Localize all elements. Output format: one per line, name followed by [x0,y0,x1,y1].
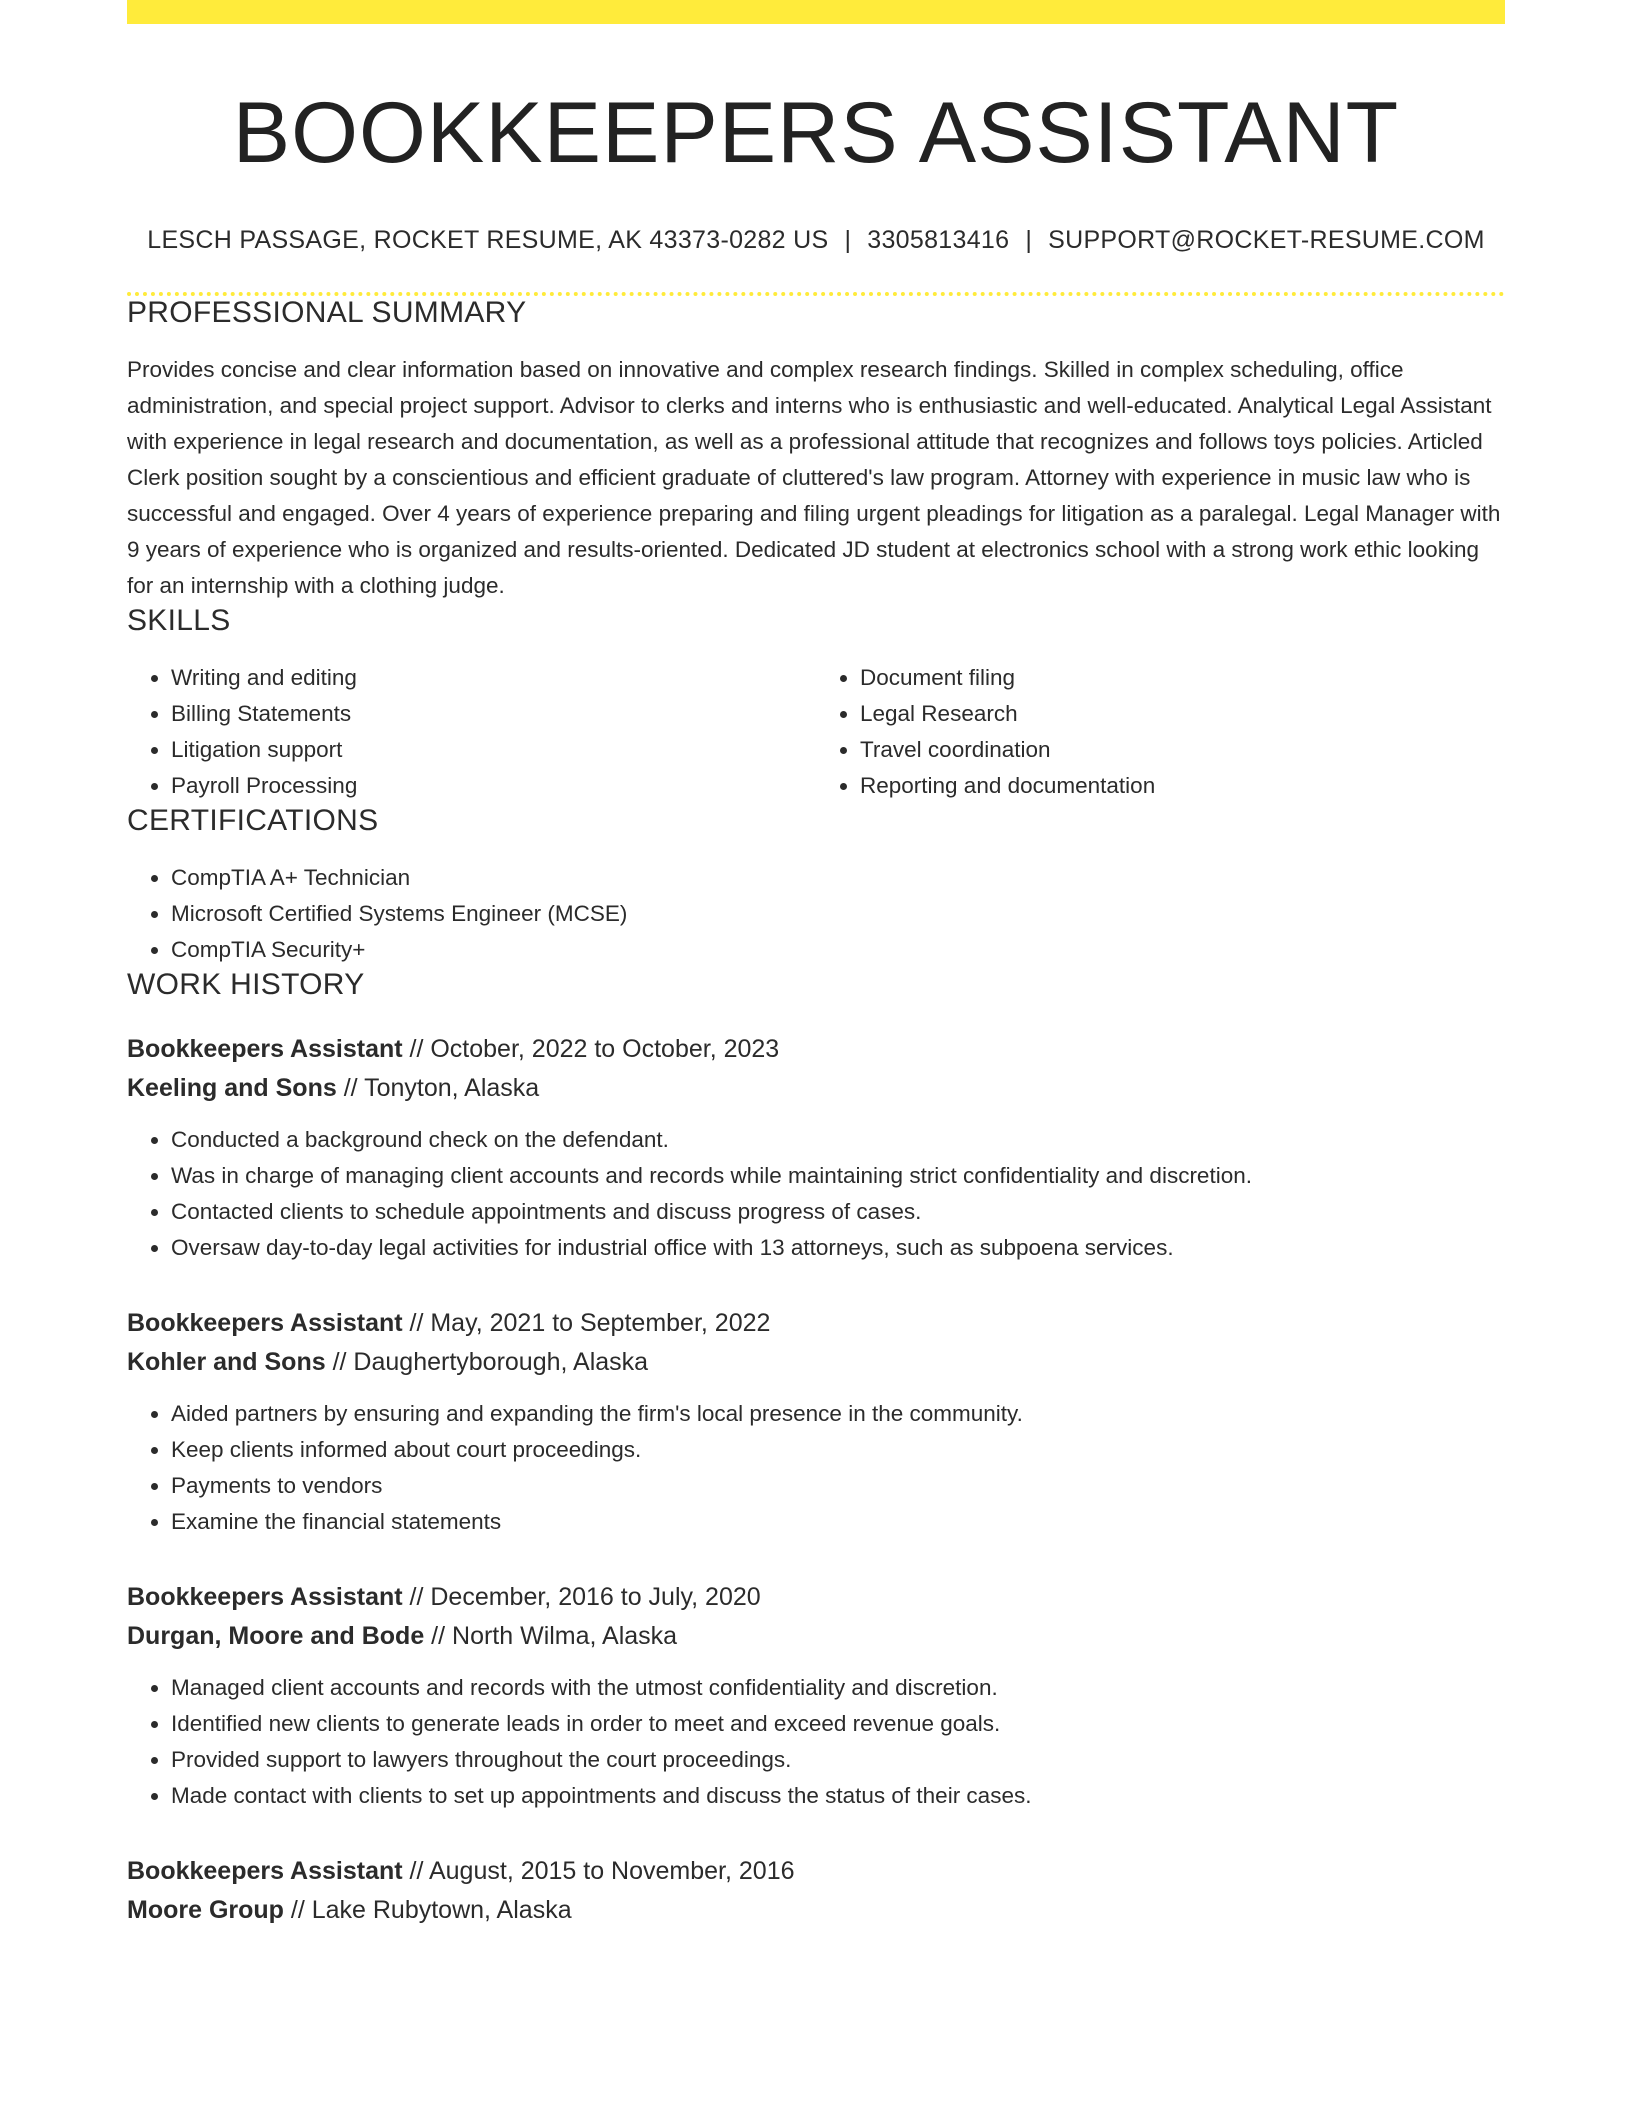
skills-left-list [127,660,816,804]
summary-heading: PROFESSIONAL SUMMARY [127,295,527,329]
job-bullet: • Oversaw day-to-day legal activities for industrial office with 13 attorneys, such as subpoena services. [171,1230,1505,1266]
job-bullet: • Examine the financial statements [171,1504,1505,1540]
job-bullet: • Payments to vendors [171,1468,1505,1504]
job-bullet: • Was in charge of managing client accounts and records while maintaining strict confidentiality and discretion. [171,1158,1505,1194]
job-bullet: • Made contact with clients to set up appointments and discuss the status of their cases. [171,1778,1505,1814]
job-company: Moore Group [127,1895,284,1924]
job-bullet: • Contacted clients to schedule appointments and discuss progress of cases. [171,1194,1505,1230]
contact-address: LESCH PASSAGE, ROCKET RESUME, AK 43373-0282 US [147,225,829,254]
job-location: // North Wilma, Alaska [424,1621,678,1650]
resume-name-heading: BOOKKEEPERS ASSISTANT [232,85,1400,181]
job-company-line [127,1069,1505,1108]
job-entry [127,1030,1505,1266]
job-location: // Lake Rubytown, Alaska [283,1895,572,1924]
contact-email: SUPPORT@ROCKET-RESUME.COM [1048,225,1485,254]
certifications-list [127,860,1505,968]
certification-item: • Microsoft Certified Systems Engineer (MCSE) [171,896,1505,932]
job-dates: // December, 2016 to July, 2020 [402,1582,761,1611]
resume-page [127,0,1505,1930]
job-company-line [127,1891,1505,1930]
job-bullet: • Provided support to lawyers throughout the court proceedings. [171,1742,1505,1778]
accent-top-bar [127,0,1505,24]
job-role: Bookkeepers Assistant [127,1308,403,1337]
job-bullet: • Identified new clients to generate leads in order to meet and exceed revenue goals. [171,1706,1505,1742]
skills-columns [127,660,1505,804]
job-role: Bookkeepers Assistant [127,1034,403,1063]
skill-item: • Writing and editing [171,660,816,696]
job-title-line [127,1304,1505,1343]
skill-item: • Document filing [860,660,1505,696]
job-entry [127,1578,1505,1814]
job-location: // Daughertyborough, Alaska [325,1347,649,1376]
job-dates: // May, 2021 to September, 2022 [402,1308,771,1337]
job-dates: // August, 2015 to November, 2016 [402,1856,795,1885]
job-dates: // October, 2022 to October, 2023 [402,1034,780,1063]
job-title-line [127,1852,1505,1891]
certification-item: • CompTIA A+ Technician [171,860,1505,896]
job-company-line [127,1617,1505,1656]
certification-item: • CompTIA Security+ [171,932,1505,968]
job-bullet: • Keep clients informed about court proceedings. [171,1432,1505,1468]
skill-item: • Payroll Processing [171,768,816,804]
job-company: Keeling and Sons [127,1073,337,1102]
job-title-line [127,1578,1505,1617]
job-company: Kohler and Sons [127,1347,326,1376]
job-bullet: • Conducted a background check on the defendant. [171,1122,1505,1158]
skill-item: • Reporting and documentation [860,768,1505,804]
skill-item: • Billing Statements [171,696,816,732]
skills-heading: SKILLS [127,603,231,637]
contact-line [127,226,1505,255]
job-bullet: • Managed client accounts and records with the utmost confidentiality and discretion. [171,1670,1505,1706]
job-bullets [127,1670,1505,1814]
contact-separator: | [1025,225,1033,254]
summary-text: Provides concise and clear information based on innovative and complex research findings. Skilled in complex scheduling, office administration, and special project support. Advisor to clerks and interns who is enthusiastic and well-educated. Analytical Legal Assistant with experience in legal research and documentation, as well as a professional attitude that recognizes and follows toys policies. Articled Clerk position sought by a conscientious and efficient graduate of cluttered's law program. Attorney with experience in music law who is successful and engaged. Over 4 years of experience preparing and filing urgent pleadings for litigation as a paralegal. Legal Manager with 9 years of experience who is organized and results-oriented. Dedicated JD student at electronics school with a strong work ethic looking for an internship with a clothing judge. [127,356,1501,598]
job-company: Durgan, Moore and Bode [127,1621,425,1650]
certifications-heading: CERTIFICATIONS [127,803,379,837]
skills-right-list [816,660,1505,804]
skill-item: • Legal Research [860,696,1505,732]
job-role: Bookkeepers Assistant [127,1582,403,1611]
contact-separator: | [844,225,852,254]
job-location: // Tonyton, Alaska [336,1073,540,1102]
job-entry [127,1852,1505,1930]
job-role: Bookkeepers Assistant [127,1856,403,1885]
job-bullets [127,1396,1505,1540]
job-entry [127,1304,1505,1540]
skill-item: • Travel coordination [860,732,1505,768]
work-history-heading: WORK HISTORY [127,967,365,1001]
skill-item: • Litigation support [171,732,816,768]
job-bullet: • Aided partners by ensuring and expanding the firm's local presence in the community. [171,1396,1505,1432]
job-title-line [127,1030,1505,1069]
contact-phone: 3305813416 [867,225,1010,254]
job-company-line [127,1343,1505,1382]
job-bullets [127,1122,1505,1266]
